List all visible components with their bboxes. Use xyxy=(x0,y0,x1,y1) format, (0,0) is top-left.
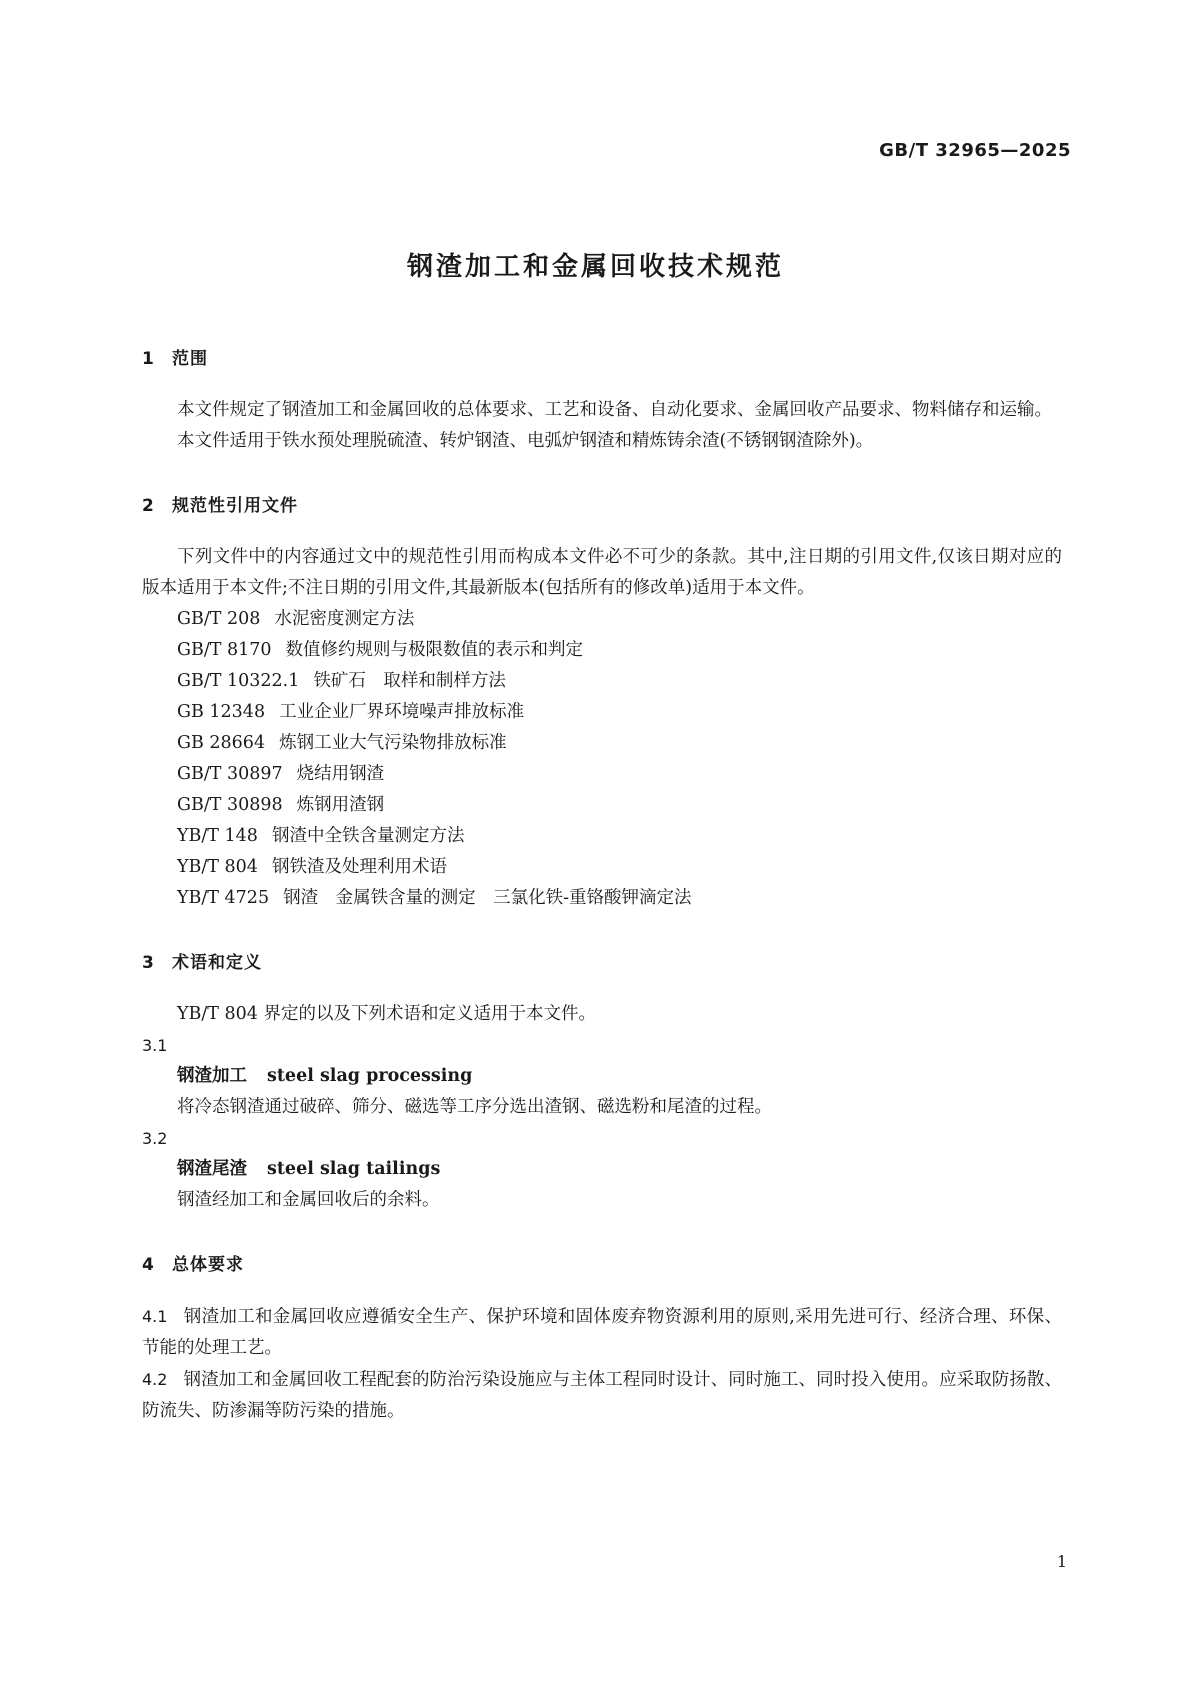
clause xyxy=(142,1364,1062,1427)
term-title xyxy=(142,1061,1062,1092)
reference-name: 钢渣中全铁含量测定方法 xyxy=(271,826,465,846)
reference-item xyxy=(142,821,1062,852)
reference-item xyxy=(142,852,1062,883)
reference-item xyxy=(142,666,1062,697)
scope-paragraph: 本文件适用于铁水预处理脱硫渣、转炉钢渣、电弧炉钢渣和精炼铸余渣(不锈钢钢渣除外)。 xyxy=(177,431,874,451)
section-number: 3 xyxy=(142,953,155,973)
references-intro: 下列文件中的内容通过文中的规范性引用而构成本文件必不可少的条款。其中,注日期的引用文件,仅该日期对应的版本适用于本文件;不注日期的引用文件,其最新版本(包括所有的修改单)适用于本文件。 xyxy=(142,547,1062,598)
reference-code: GB/T 10322.1 xyxy=(177,671,300,691)
reference-code: GB 28664 xyxy=(177,733,266,753)
section-title: 总体要求 xyxy=(172,1255,244,1275)
reference-name: 钢铁渣及处理利用术语 xyxy=(271,857,447,877)
standard-code: GB/T 32965—2025 xyxy=(879,140,1071,161)
clause-text: 钢渣加工和金属回收应遵循安全生产、保护环境和固体废弃物资源利用的原则,采用先进可行、经济合理、环保、节能的处理工艺。 xyxy=(142,1307,1062,1358)
clause-number: 4.1 xyxy=(142,1307,168,1326)
reference-name: 水泥密度测定方法 xyxy=(274,609,415,629)
term-en: steel slag tailings xyxy=(267,1159,441,1179)
section-heading-terms xyxy=(142,948,1062,979)
section-number: 2 xyxy=(142,496,155,516)
reference-item xyxy=(142,728,1062,759)
section-heading-general-requirements xyxy=(142,1250,1062,1281)
section-number: 1 xyxy=(142,349,155,369)
document-body xyxy=(142,344,1062,1427)
document-title: 钢渣加工和金属回收技术规范 xyxy=(406,252,784,282)
term-en: steel slag processing xyxy=(267,1066,473,1086)
reference-code: GB/T 208 xyxy=(177,609,261,629)
term-title xyxy=(142,1154,1062,1185)
reference-code: YB/T 804 xyxy=(177,857,258,877)
clause-text: 钢渣加工和金属回收工程配套的防治污染设施应与主体工程同时设计、同时施工、同时投入使用。应采取防扬散、防流失、防渗漏等防污染的措施。 xyxy=(142,1370,1062,1421)
clause-number: 4.2 xyxy=(142,1370,168,1389)
reference-item xyxy=(142,883,1062,914)
section-title: 规范性引用文件 xyxy=(172,496,298,516)
reference-code: YB/T 4725 xyxy=(177,888,270,908)
reference-code: GB/T 8170 xyxy=(177,640,272,660)
scope-paragraph: 本文件规定了钢渣加工和金属回收的总体要求、工艺和设备、自动化要求、金属回收产品要求、物料储存和运输。 xyxy=(177,400,1052,420)
term-number: 3.2 xyxy=(142,1129,168,1148)
reference-name: 烧结用钢渣 xyxy=(296,764,385,784)
reference-item xyxy=(142,790,1062,821)
reference-code: GB/T 30897 xyxy=(177,764,283,784)
section-title: 术语和定义 xyxy=(172,953,262,973)
reference-item xyxy=(142,759,1062,790)
section-title: 范围 xyxy=(172,349,208,369)
section-number: 4 xyxy=(142,1255,155,1275)
term-zh: 钢渣尾渣 xyxy=(177,1159,247,1179)
terms-intro: YB/T 804 界定的以及下列术语和定义适用于本文件。 xyxy=(177,1004,597,1024)
term-definition: 钢渣经加工和金属回收后的余料。 xyxy=(177,1190,440,1210)
reference-name: 铁矿石 取样和制样方法 xyxy=(313,671,506,691)
reference-name: 钢渣 金属铁含量的测定 三氯化铁-重铬酸钾滴定法 xyxy=(283,888,692,908)
page-number: 1 xyxy=(1056,1552,1067,1571)
reference-name: 炼钢工业大气污染物排放标准 xyxy=(279,733,507,753)
section-heading-normative-references xyxy=(142,491,1062,522)
clause xyxy=(142,1301,1062,1364)
term-number: 3.1 xyxy=(142,1036,168,1055)
reference-name: 工业企业厂界环境噪声排放标准 xyxy=(279,702,525,722)
reference-item xyxy=(142,697,1062,728)
reference-name: 炼钢用渣钢 xyxy=(296,795,385,815)
reference-code: GB 12348 xyxy=(177,702,266,722)
term-zh: 钢渣加工 xyxy=(177,1066,247,1086)
reference-code: YB/T 148 xyxy=(177,826,258,846)
reference-item xyxy=(142,635,1062,666)
reference-code: GB/T 30898 xyxy=(177,795,283,815)
section-heading-scope xyxy=(142,344,1062,375)
reference-name: 数值修约规则与极限数值的表示和判定 xyxy=(285,640,584,660)
term-definition: 将冷态钢渣通过破碎、筛分、磁选等工序分选出渣钢、磁选粉和尾渣的过程。 xyxy=(177,1097,772,1117)
reference-item xyxy=(142,604,1062,635)
